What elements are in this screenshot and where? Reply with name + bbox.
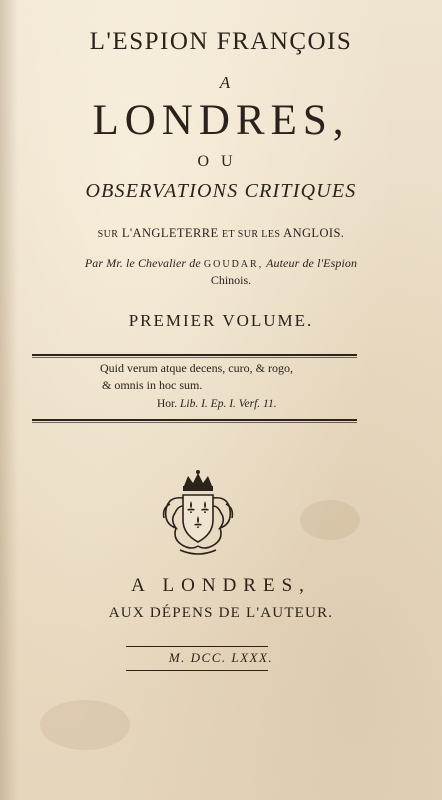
author-line-2: Chinois. — [210, 273, 252, 287]
epigraph-line-1: Quid verum atque decens, curo, & rogo, — [100, 361, 293, 375]
author-after-name: Auteur de l'Espion — [266, 256, 358, 270]
royal-arms-fleur-de-lis-icon — [158, 468, 238, 556]
subtitle-middle: ET SUR LES — [222, 229, 281, 240]
subtitle-prefix: SUR — [97, 229, 119, 240]
author-name: GOUDAR, — [203, 259, 264, 270]
book-title-line-4: OU — [197, 153, 245, 170]
epigraph-rule-bottom — [32, 419, 357, 421]
imprint-place: A LONDRES, — [131, 575, 311, 596]
subtitle-part-2: ANGLOIS. — [283, 226, 345, 240]
imprint-publisher: AUX DÉPENS DE L'AUTEUR. — [108, 605, 334, 621]
author-before-name: Par Mr. le Chevalier de — [84, 256, 201, 270]
paper-stain — [40, 700, 130, 750]
date-rule-bottom — [126, 670, 268, 671]
date-rule-top — [126, 646, 268, 647]
subtitle-part-1: L'ANGLETERRE — [121, 226, 219, 240]
book-title-line-1: L'ESPION FRANÇOIS — [89, 28, 353, 55]
book-title-line-5: OBSERVATIONS CRITIQUES — [85, 180, 357, 202]
volume-label: PREMIER VOLUME. — [128, 311, 314, 330]
paper-stain — [300, 500, 360, 540]
epigraph-line-2: & omnis in hoc sum. — [102, 378, 203, 392]
epigraph-rule-top — [32, 354, 357, 356]
citation-author: Hor. — [157, 398, 178, 410]
book-title-line-2: A — [219, 73, 231, 92]
citation-reference: Lib. I. Ep. I. Verf. 11. — [180, 398, 277, 410]
book-title-line-3: LONDRES, — [92, 97, 350, 144]
author-line — [0, 256, 442, 271]
book-subtitle — [0, 226, 442, 241]
epigraph-citation — [157, 398, 277, 410]
imprint-date: M. DCC. LXXX. — [168, 650, 274, 665]
